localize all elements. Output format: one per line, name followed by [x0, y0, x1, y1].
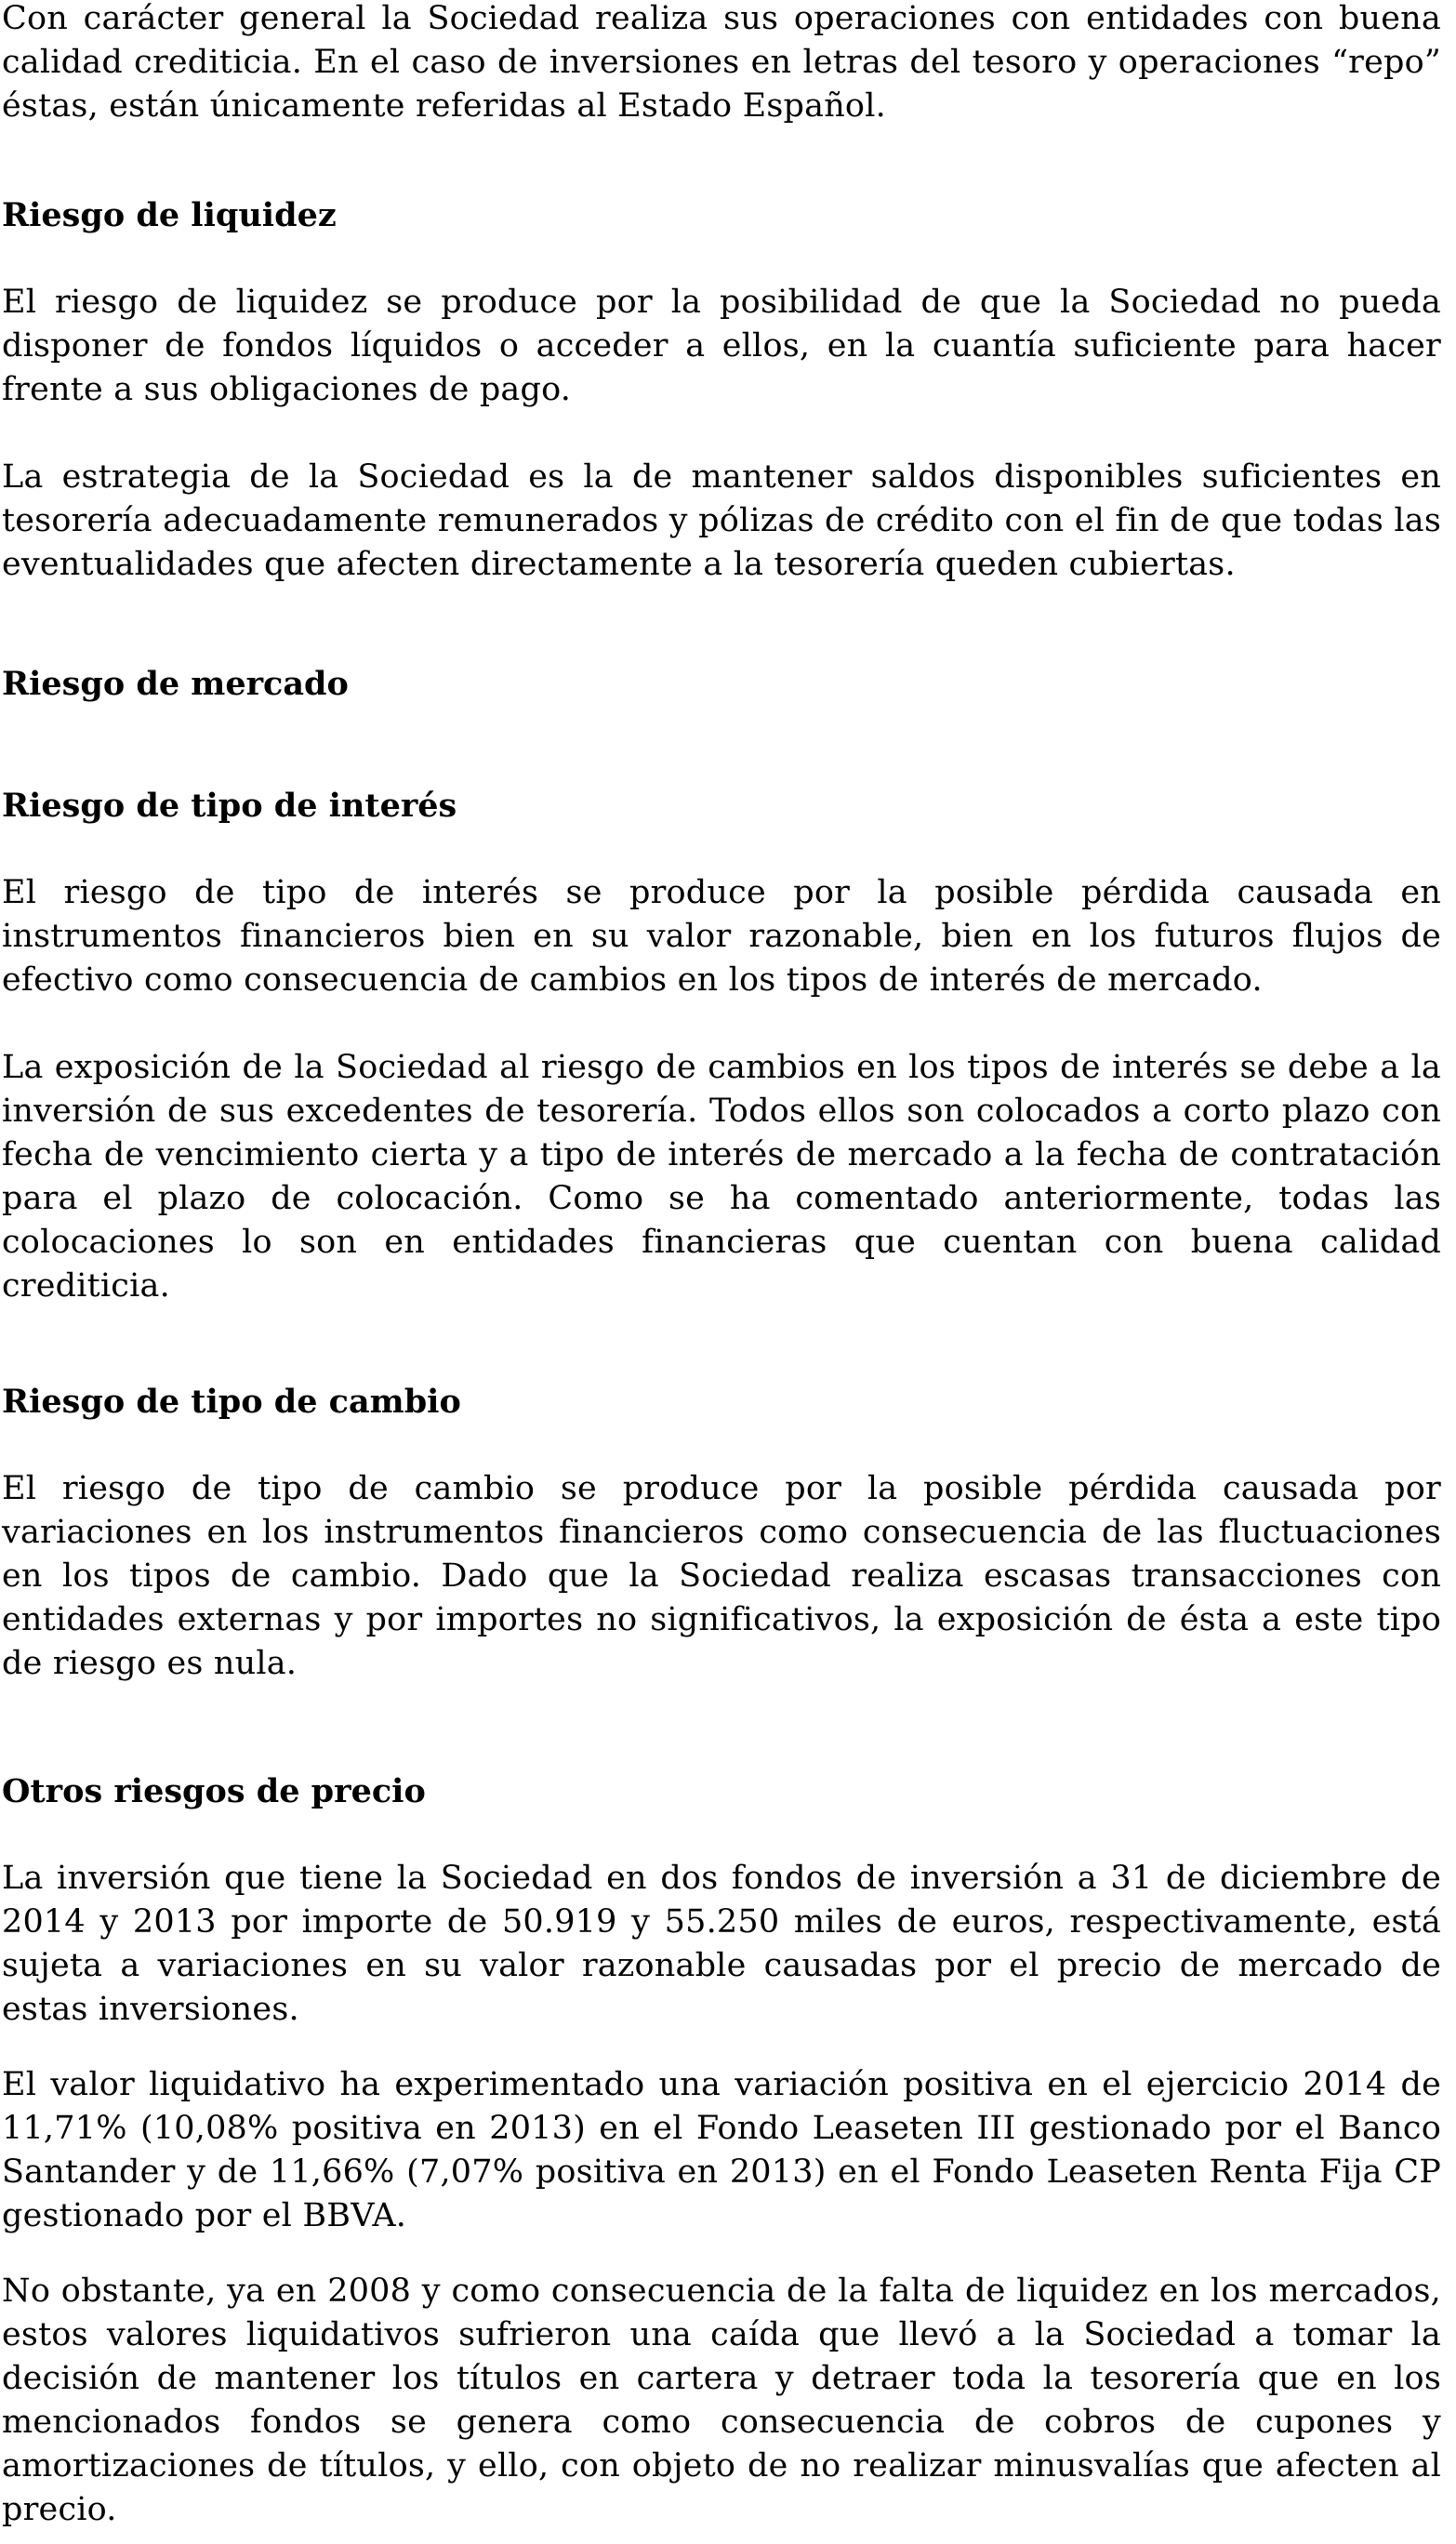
paragraph-liquidity-strategy: La estrategia de la Sociedad es la de mantener saldos disponibles suficientes en tesorería adecuadamente remunerados y pólizas de crédito con el fin de que todas las eventualidades que afecten directamente a la tesorería queden cubiertas. — [2, 458, 1441, 583]
heading-liquidity-risk: Riesgo de liquidez — [2, 196, 337, 234]
heading-other-price-risks: Otros riesgos de precio — [2, 1772, 426, 1810]
paragraph-liquidity-crisis-2008: No obstante, ya en 2008 y como consecuencia de la falta de liquidez en los mercados, estos valores liquidativos sufrieron una caída que llevó a la Sociedad a tomar la decisión de mantener los títulos en cartera y detraer toda la tesorería que en los mencionados fondos se genera como consecuencia de cobros de cupones y amortizaciones de títulos, y ello, con objeto de no realizar minusvalías que afecten al precio. — [2, 2272, 1441, 2528]
paragraph-liquidity-definition: El riesgo de liquidez se produce por la posibilidad de que la Sociedad no pueda disponer de fondos líquidos o acceder a ellos, en la cuantía suficiente para hacer frente a sus obligaciones de pago. — [2, 284, 1441, 408]
heading-exchange-rate-risk: Riesgo de tipo de cambio — [2, 1383, 461, 1421]
paragraph-interest-rate-definition: El riesgo de tipo de interés se produce por la posible pérdida causada en instrumentos financieros bien en su valor razonable, bien en los futuros flujos de efectivo como consecuencia de cambios en los tipos de interés de mercado. — [2, 874, 1441, 999]
paragraph-credit-quality: Con carácter general la Sociedad realiza sus operaciones con entidades con buena calidad crediticia. En el caso de inversiones en letras del tesoro y operaciones “repo” éstas, están únicamente referidas al Estado Español. — [2, 0, 1441, 125]
paragraph-exchange-rate-definition: El riesgo de tipo de cambio se produce por la posible pérdida causada por variaciones en los instrumentos financieros como consecuencia de las fluctuaciones en los tipos de cambio. Dado que la Sociedad realiza escasas transacciones con entidades externas y por importes no significativos, la exposición de ésta a este tipo de riesgo es nula. — [2, 1470, 1441, 1682]
paragraph-interest-rate-exposure: La exposición de la Sociedad al riesgo de cambios en los tipos de interés se debe a la inversión de sus excedentes de tesorería. Todos ellos son colocados a corto plazo con fecha de vencimiento cierta y a tipo de interés de mercado a la fecha de contratación para el plazo de colocación. Como se ha comentado anteriormente, todas las colocaciones lo son en entidades financieras que cuentan con buena calidad crediticia. — [2, 1049, 1441, 1305]
paragraph-investment-funds: La inversión que tiene la Sociedad en dos fondos de inversión a 31 de diciembre de 2014 y 2013 por importe de 50.919 y 55.250 miles de euros, respectivamente, está sujeta a variaciones en su valor razonable causadas por el precio de mercado de estas inversiones. — [2, 1860, 1441, 2028]
heading-interest-rate-risk: Riesgo de tipo de interés — [2, 787, 457, 825]
heading-market-risk: Riesgo de mercado — [2, 665, 349, 703]
paragraph-net-asset-value: El valor liquidativo ha experimentado una variación positiva en el ejercicio 2014 de 11,71% (10,08% positiva en 2013) en el Fondo Leaseten III gestionado por el Banco Santander y de 11,66% (7,07% positiva en 2013) en el Fondo Leaseten Renta Fija CP gestionado por el BBVA. — [2, 2066, 1441, 2234]
